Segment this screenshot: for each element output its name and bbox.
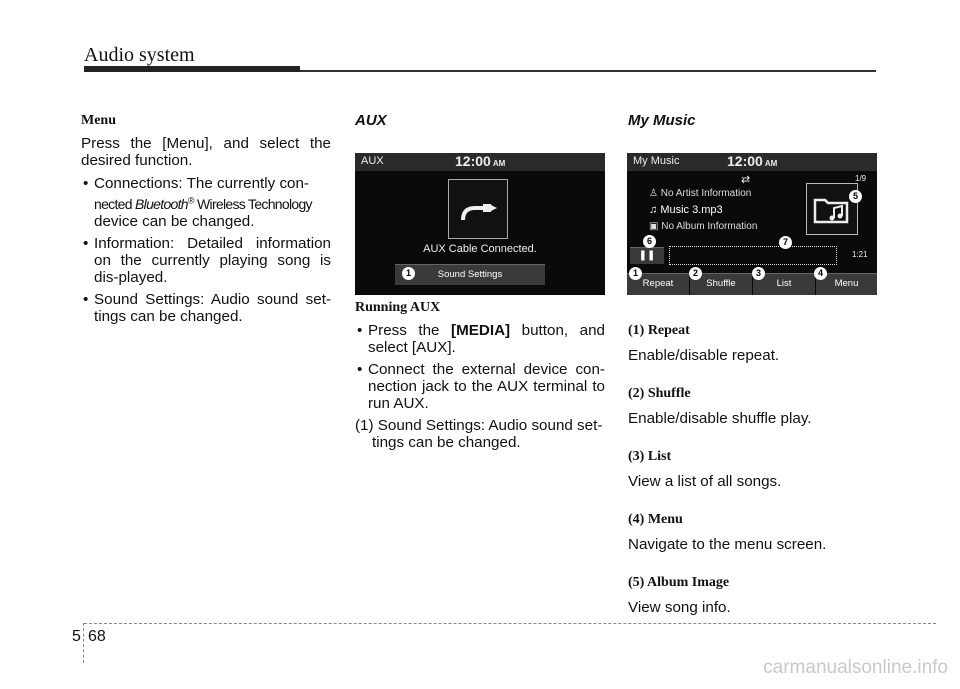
artist-row xyxy=(649,188,751,199)
sound-settings-button[interactable]: Sound Settings xyxy=(395,264,545,285)
section-title: Audio system xyxy=(84,44,195,66)
registered-mark: ® xyxy=(187,195,194,205)
bullet-connections xyxy=(81,175,331,230)
connections-nected: nected xyxy=(94,195,136,212)
badge-2: 2 xyxy=(689,267,702,280)
menu-sec-text: Navigate to the menu screen. xyxy=(628,536,827,553)
aux-note: (1) Sound Settings: Audio sound set-tings can be changed. xyxy=(355,417,603,451)
repeat-mode-icon: ⇄ xyxy=(741,174,751,186)
header-accent-bar xyxy=(84,66,300,72)
aux-screen xyxy=(355,153,605,295)
progress-bar[interactable] xyxy=(669,246,837,265)
album-icon: ▣ xyxy=(649,221,659,232)
mm-clock-time: 12:00 xyxy=(727,153,763,169)
list-text: View a list of all songs. xyxy=(628,473,782,490)
footer-rule xyxy=(84,623,936,624)
aux-clock-ampm: AM xyxy=(492,159,506,168)
aux-screen-title: AUX xyxy=(361,155,384,167)
section-list xyxy=(628,448,878,490)
list-heading: (3) List xyxy=(628,449,672,464)
menu-bullets xyxy=(81,175,331,325)
aux-cable-icon xyxy=(448,179,508,239)
aux-clock-time: 12:00 xyxy=(455,153,491,169)
track-count: 1/9 xyxy=(855,174,867,183)
menu-heading: Menu xyxy=(81,113,116,128)
album-image-heading: (5) Album Image xyxy=(628,575,730,590)
my-music-heading: My Music xyxy=(628,112,696,129)
badge-4: 4 xyxy=(814,267,827,280)
aux-clock xyxy=(455,153,505,169)
connections-line2 xyxy=(94,196,312,212)
badge-5: 5 xyxy=(849,190,862,203)
bluetooth-brand: Bluetooth xyxy=(135,195,188,212)
aux-status: AUX Cable Connected. xyxy=(423,243,537,255)
connections-line1: Connections: The currently con- xyxy=(94,175,309,192)
my-music-screen xyxy=(627,153,877,295)
menu-column xyxy=(81,112,331,330)
repeat-button[interactable]: Repeat xyxy=(627,273,689,295)
menu-button[interactable]: Menu xyxy=(816,273,877,295)
pause-button[interactable]: ❚❚ xyxy=(630,247,664,264)
page-number: 68 xyxy=(88,628,106,645)
press-the: Press the xyxy=(368,322,452,339)
album-row xyxy=(649,221,757,232)
album-image-text: View song info. xyxy=(628,599,731,616)
running-aux-heading: Running AUX xyxy=(355,300,441,315)
badge-3: 3 xyxy=(752,267,765,280)
badge-1: 1 xyxy=(402,267,415,280)
page-section: 5 xyxy=(72,628,81,645)
bullet-sound-settings: • Sound Settings: Audio sound set-tings can be changed. xyxy=(81,291,331,325)
wireless-tech: Wireless Technology xyxy=(193,195,312,212)
song-row xyxy=(649,204,723,216)
press-post: button, and select [AUX]. xyxy=(368,322,605,356)
elapsed-time: 1:21 xyxy=(852,250,868,259)
shuffle-button[interactable]: Shuffle xyxy=(690,273,752,295)
song-icon: ♫ xyxy=(649,204,658,216)
mm-clock xyxy=(727,153,777,169)
connections-line3: device can be changed. xyxy=(94,212,255,230)
section-repeat xyxy=(628,322,878,364)
watermark: carmanualsonline.info xyxy=(763,657,948,678)
badge-7: 7 xyxy=(779,236,792,249)
artist-text: No Artist Information xyxy=(660,188,752,199)
aux-heading: AUX xyxy=(355,112,387,129)
menu-intro: Press the [Menu], and select the desired function. xyxy=(81,135,331,169)
badge-1: 1 xyxy=(629,267,642,280)
mm-clock-ampm: AM xyxy=(764,159,778,168)
repeat-heading: (1) Repeat xyxy=(628,323,690,338)
repeat-text: Enable/disable repeat. xyxy=(628,347,780,364)
media-key: [MEDIA] xyxy=(451,322,511,339)
artist-icon: ♙ xyxy=(649,188,658,199)
bullet-connect-device: • Connect the external device con-nection jack to the AUX terminal to run AUX. xyxy=(355,361,605,412)
section-album-image xyxy=(628,574,878,616)
bullet-information: • Information: Detailed information on the currently playing song is dis-played. xyxy=(81,235,331,286)
song-text: Music 3.mp3 xyxy=(660,204,723,216)
section-shuffle xyxy=(628,385,878,427)
album-text: No Album Information xyxy=(661,221,758,232)
section-menu xyxy=(628,511,878,553)
shuffle-heading: (2) Shuffle xyxy=(628,386,691,401)
bullet-press-media xyxy=(355,322,605,356)
menu-sec-heading: (4) Menu xyxy=(628,512,683,527)
mm-screen-title: My Music xyxy=(633,155,680,167)
aux-bullets xyxy=(355,322,605,412)
shuffle-text: Enable/disable shuffle play. xyxy=(628,410,812,427)
footer-divider xyxy=(83,623,84,663)
badge-6: 6 xyxy=(643,235,656,248)
list-button[interactable]: List xyxy=(753,273,815,295)
